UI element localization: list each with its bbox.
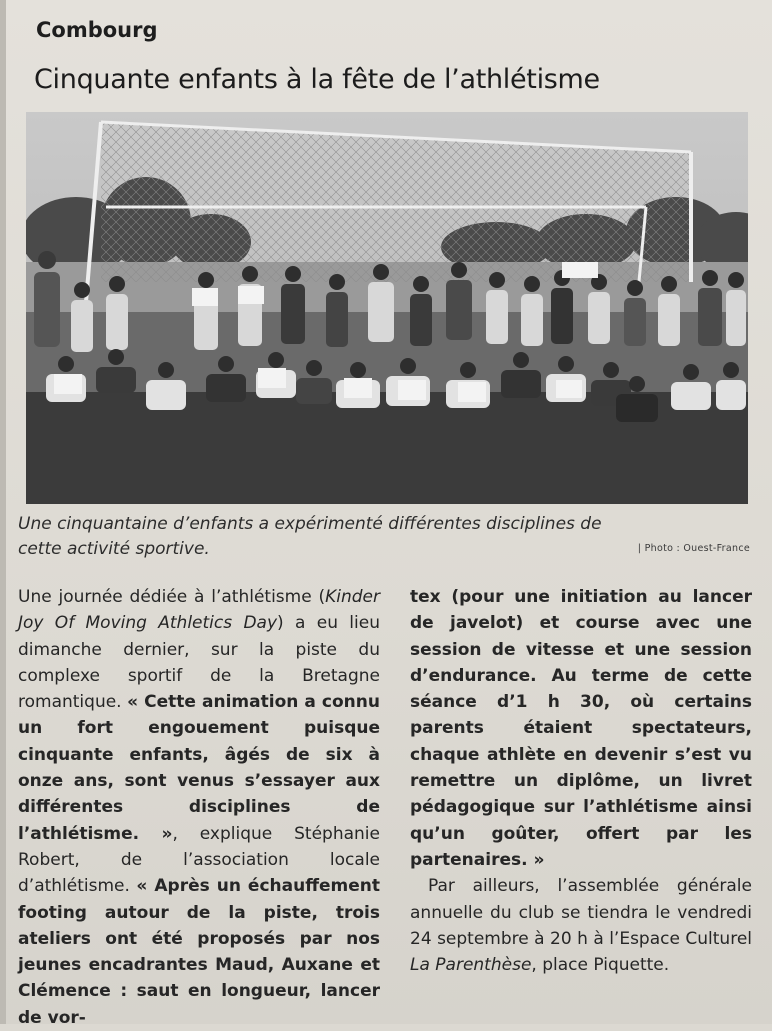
article-column-2 [410,584,752,978]
headline: Cinquante enfants à la fête de l’athlétisme [34,64,600,95]
group-photo-illustration [26,112,748,504]
quote: tex (pour une initiation au lancer de javelot) et course avec une session de vitesse et une session d’endurance. Au terme de cette séance d’1 h 30, où certains parents étaient spectateurs, chaque athlète en devenir s’est vu remettre un diplôme, un livret pédagogique sur l’athlétisme ainsi qu’un goûter, offert par les partenaires. » [410,587,752,870]
photo-credit: | Photo : Ouest-France [637,543,750,554]
photo-caption: Une cinquantaine d’enfants a expérimenté différentes disciplines de cette activité sportive. [18,514,602,559]
quote: « Après un échauffement footing autour de la piste, trois ateliers ont été proposés par nos jeunes encadrantes Maud, Auxane et Clémence : saut en longueur, lancer de vor- [18,876,380,1028]
text: ) a eu lieu dimanche dernier, sur la piste du complexe sportif de la Bretagne romantique. [18,613,380,713]
venue-name: La Parenthèse [410,955,532,976]
text: Une journée dédiée à l’athlétisme ( [18,587,326,607]
paragraph [18,584,380,1031]
paragraph [410,584,752,873]
text: , place Piquette. [531,955,670,976]
text: , explique Stéphanie Robert, de l’association locale d’athlétisme. [18,823,380,897]
quote: « Cette animation a connu un fort engouement puisque cinquante enfants, âgés de six à onze ans, sont venus s’essayer aux différentes disciplines de l’athlétisme. » [18,692,380,844]
article-photo [26,112,748,504]
article-column-1 [18,584,380,1031]
section-label: Combourg [36,18,158,42]
event-name: Kinder Joy Of Moving Athletics Day [18,587,380,634]
paragraph [410,873,752,978]
text: Par ailleurs, l’assemblée générale annuelle du club se tiendra le vendredi 24 septembre à 20 h à l’Espace Culturel [410,876,752,949]
page-edge [0,0,6,1024]
